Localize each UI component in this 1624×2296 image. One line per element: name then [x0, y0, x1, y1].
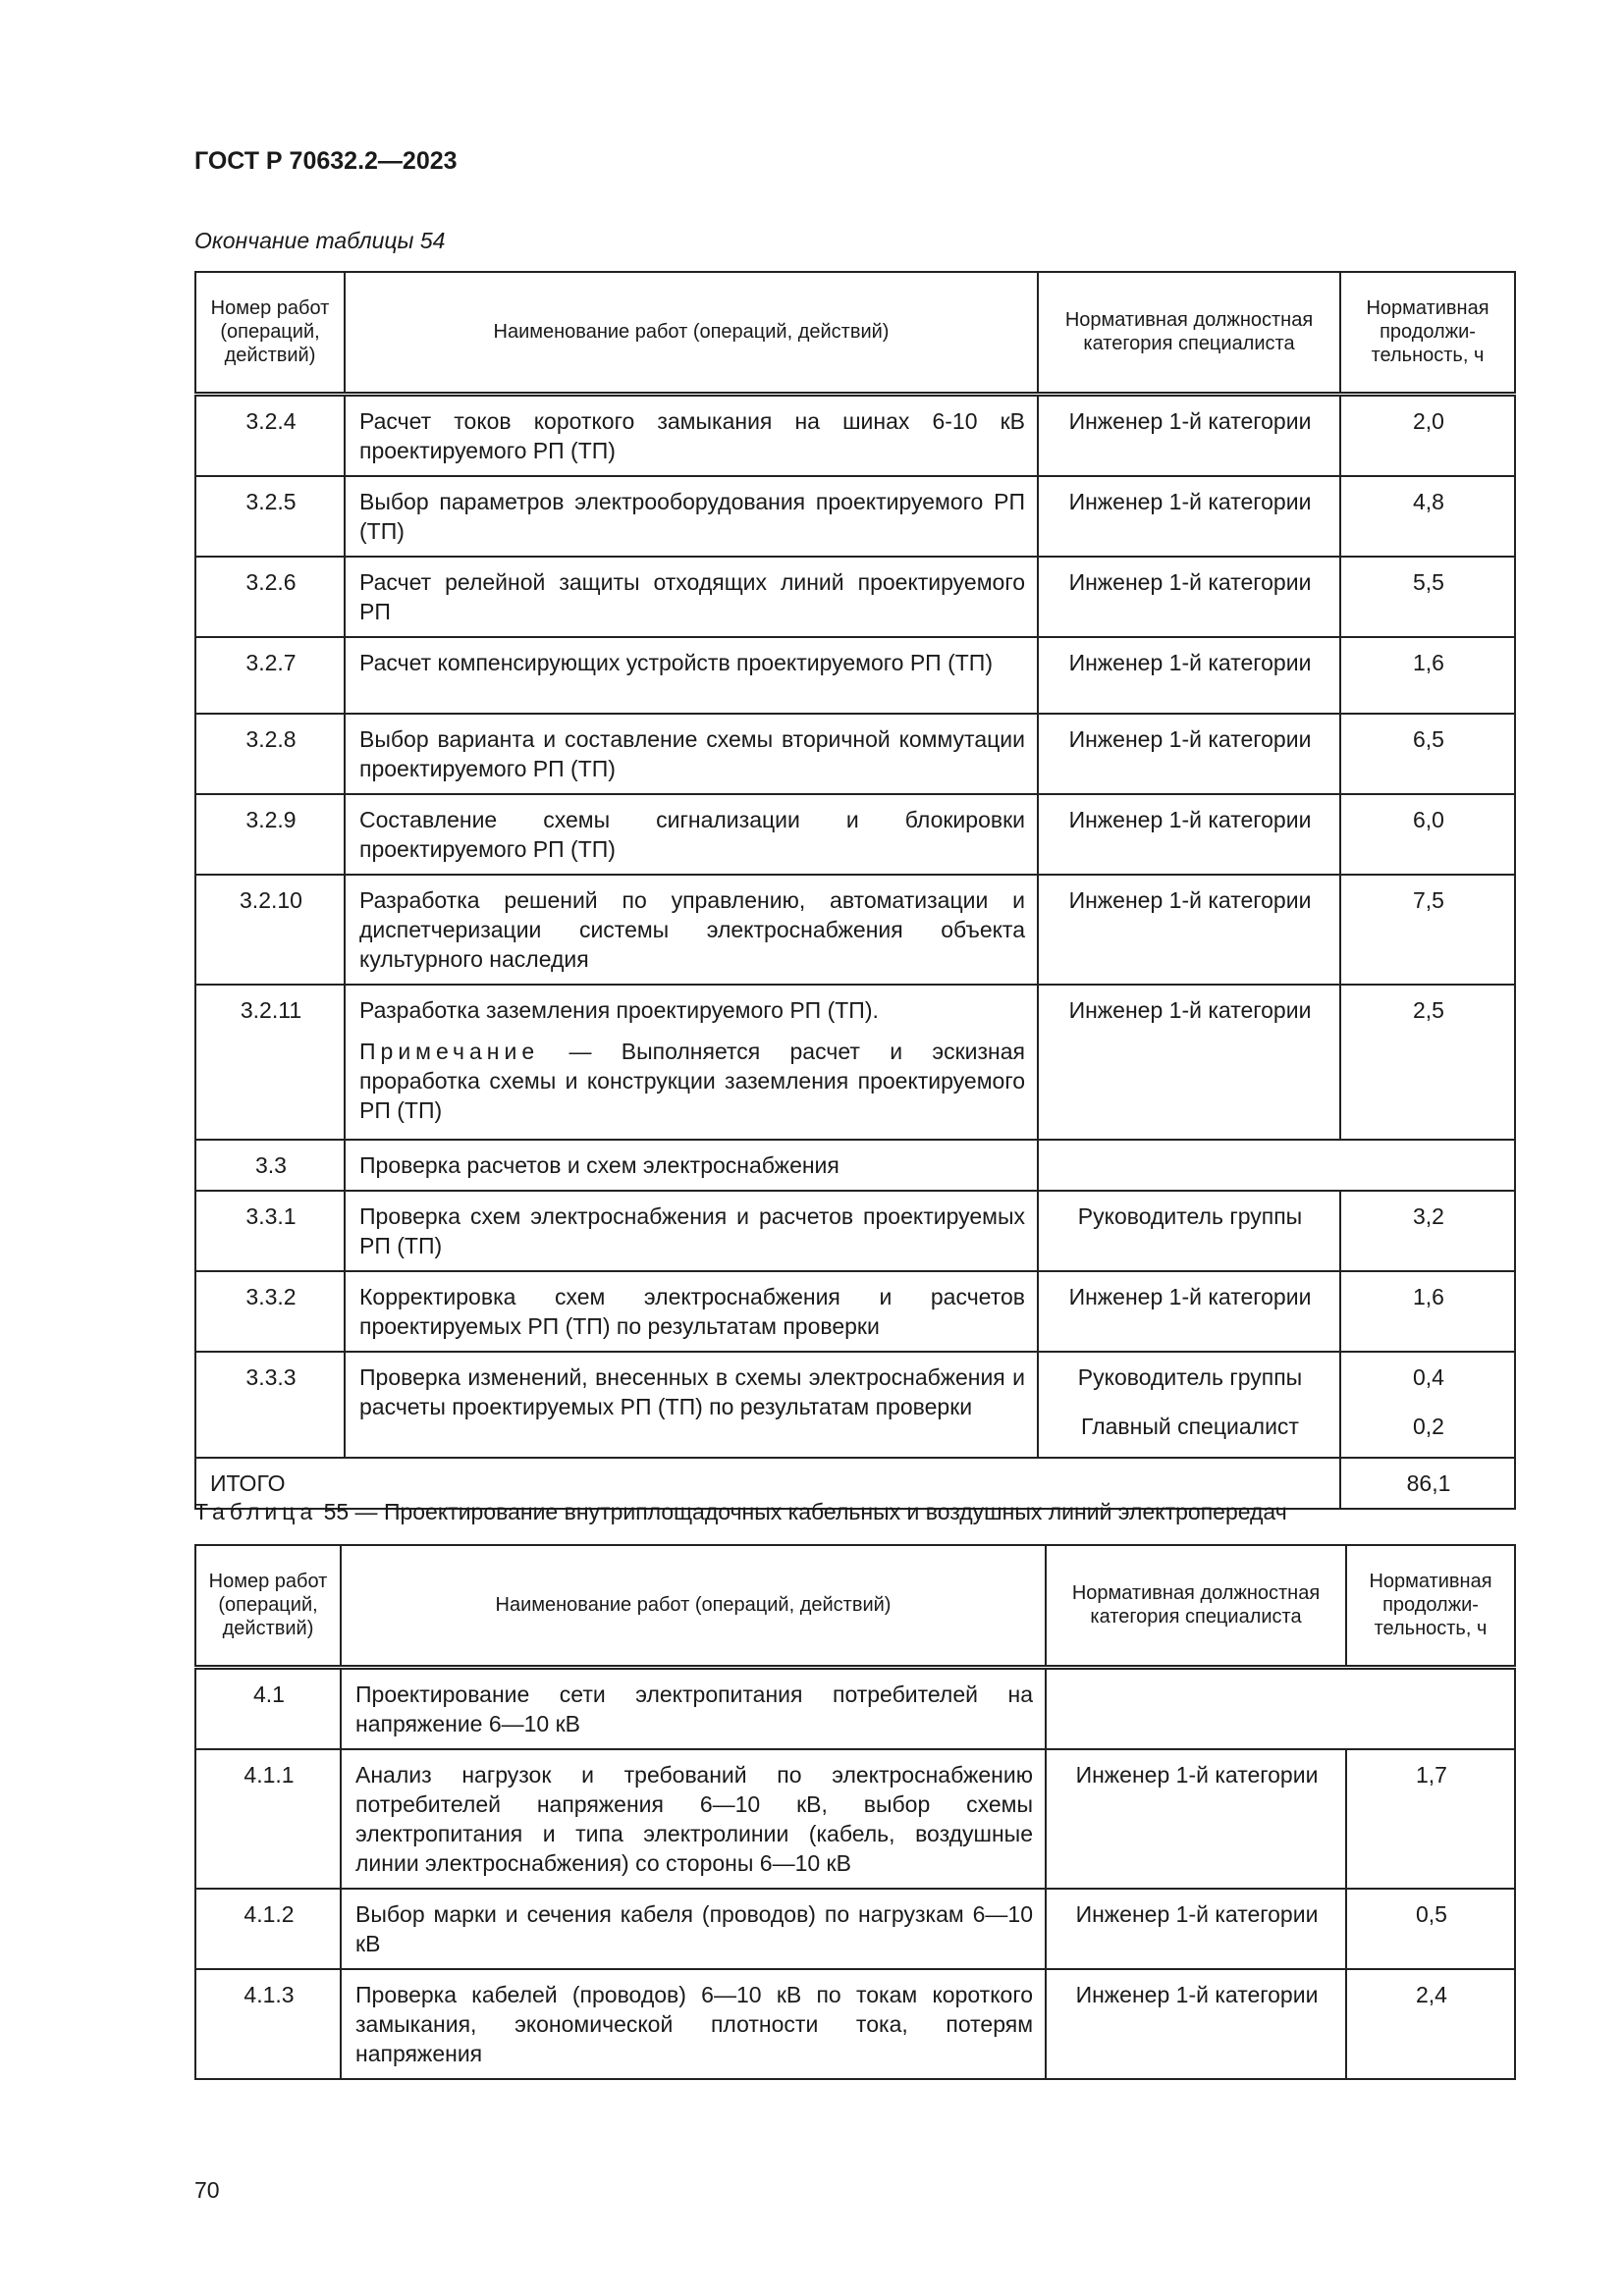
row-description: Проверка изменений, внесенных в схемы электроснабжения и расчеты проектируемых РП (ТП) по результатам проверки — [345, 1352, 1038, 1458]
row-number: 3.2.6 — [195, 557, 345, 637]
row-number: 4.1.3 — [195, 1969, 341, 2079]
row-number: 3.3.3 — [195, 1352, 345, 1458]
table-row-section — [195, 1667, 1515, 1749]
row-duration: 7,5 — [1340, 875, 1515, 985]
row-duration: 5,5 — [1340, 557, 1515, 637]
row-number: 3.2.11 — [195, 985, 345, 1140]
row-description: Расчет токов короткого замыкания на шинах 6-10 кВ проектируемого РП (ТП) — [345, 394, 1038, 476]
table-row — [195, 714, 1515, 794]
row-duration: 1,7 — [1346, 1749, 1515, 1889]
row-description: Проектирование сети электропитания потребителей на напряжение 6—10 кВ — [341, 1667, 1046, 1749]
row-category: Инженер 1-й категории — [1038, 394, 1340, 476]
row-description: Проверка схем электроснабжения и расчетов проектируемых РП (ТП) — [345, 1191, 1038, 1271]
column-header-duration: Нормативная продолжи-тельность, ч — [1346, 1545, 1515, 1667]
note-label: Примечание — [359, 1038, 540, 1064]
row-number: 3.3.1 — [195, 1191, 345, 1271]
row-empty-cell — [1038, 1140, 1515, 1191]
row-number: 3.2.5 — [195, 476, 345, 557]
row-number: 4.1 — [195, 1667, 341, 1749]
row-number: 3.2.9 — [195, 794, 345, 875]
page-number: 70 — [194, 2177, 220, 2203]
column-header-duration: Нормативная продолжи-тельность, ч — [1340, 272, 1515, 394]
row-category — [1038, 1352, 1340, 1458]
row-duration: 6,5 — [1340, 714, 1515, 794]
row-duration: 1,6 — [1340, 637, 1515, 714]
row-number: 4.1.1 — [195, 1749, 341, 1889]
row-duration: 4,8 — [1340, 476, 1515, 557]
row-number: 3.2.10 — [195, 875, 345, 985]
table-row — [195, 1191, 1515, 1271]
row-category: Инженер 1-й категории — [1046, 1889, 1346, 1969]
row-category: Инженер 1-й категории — [1038, 875, 1340, 985]
row-duration: 0,5 — [1346, 1889, 1515, 1969]
row-description: Расчет релейной защиты отходящих линий проектируемого РП — [345, 557, 1038, 637]
row-category: Инженер 1-й категории — [1038, 794, 1340, 875]
table-row — [195, 985, 1515, 1140]
row-number: 3.3.2 — [195, 1271, 345, 1352]
table-54 — [194, 271, 1516, 1510]
column-header-category: Нормативная должностная категория специалиста — [1046, 1545, 1346, 1667]
table-row — [195, 394, 1515, 476]
row-category: Инженер 1-й категории — [1038, 714, 1340, 794]
column-header-name: Наименование работ (операций, действий) — [345, 272, 1038, 394]
row-description: Разработка решений по управлению, автоматизации и диспетчеризации системы электроснабжения объекта культурного наследия — [345, 875, 1038, 985]
row-duration-2: 0,2 — [1413, 1413, 1444, 1439]
row-duration — [1340, 1352, 1515, 1458]
row-duration: 1,6 — [1340, 1271, 1515, 1352]
row-description — [345, 985, 1038, 1140]
row-category: Руководитель группы — [1038, 1191, 1340, 1271]
table-row-section — [195, 1140, 1515, 1191]
column-header-number: Номер работ (операций, действий) — [195, 1545, 341, 1667]
row-description: Выбор параметров электрооборудования проектируемого РП (ТП) — [345, 476, 1038, 557]
table-55 — [194, 1544, 1516, 2080]
table-row — [195, 637, 1515, 714]
row-description-text: Разработка заземления проектируемого РП (ТП). — [359, 996, 879, 1023]
row-duration: 2,5 — [1340, 985, 1515, 1140]
note-text: — Выполняется расчет и эскизная проработка схемы и конструкции заземления проектируемого РП (ТП) — [359, 1038, 1025, 1123]
row-description: Выбор марки и сечения кабеля (проводов) по нагрузкам 6—10 кВ — [341, 1889, 1046, 1969]
row-duration: 2,4 — [1346, 1969, 1515, 2079]
row-number: 3.2.4 — [195, 394, 345, 476]
table-row — [195, 1352, 1515, 1458]
table-54-caption: Окончание таблицы 54 — [194, 228, 446, 253]
row-duration: 3,2 — [1340, 1191, 1515, 1271]
row-duration: 6,0 — [1340, 794, 1515, 875]
column-header-category: Нормативная должностная категория специалиста — [1038, 272, 1340, 394]
table-55-caption-text: 55 — Проектирование внутриплощадочных кабельных и воздушных линий электропередач — [317, 1499, 1287, 1524]
row-duration: 2,0 — [1340, 394, 1515, 476]
table-row — [195, 1969, 1515, 2079]
table-55-caption-label: Таблица — [194, 1499, 318, 1524]
column-header-number: Номер работ (операций, действий) — [195, 272, 345, 394]
row-number: 3.2.7 — [195, 637, 345, 714]
row-description: Анализ нагрузок и требований по электроснабжению потребителей напряжения 6—10 кВ, выбор схемы электропитания и типа электролинии (кабель, воздушные линии электроснабжения) со стороны 6—10 кВ — [341, 1749, 1046, 1889]
column-header-name: Наименование работ (операций, действий) — [341, 1545, 1046, 1667]
table-55-caption — [194, 1499, 1287, 1525]
row-description: Проверка кабелей (проводов) 6—10 кВ по токам короткого замыкания, экономической плотности тока, потерям напряжения — [341, 1969, 1046, 2079]
table-row — [195, 875, 1515, 985]
row-empty-cell — [1046, 1667, 1515, 1749]
row-category: Инженер 1-й категории — [1046, 1969, 1346, 2079]
row-category: Инженер 1-й категории — [1038, 1271, 1340, 1352]
row-category: Инженер 1-й категории — [1038, 985, 1340, 1140]
row-duration-1: 0,4 — [1413, 1363, 1444, 1390]
row-category-1: Руководитель группы — [1077, 1363, 1303, 1390]
row-description: Выбор варианта и составление схемы вторичной коммутации проектируемого РП (ТП) — [345, 714, 1038, 794]
row-category-2: Главный специалист — [1081, 1413, 1299, 1439]
table-row — [195, 1749, 1515, 1889]
row-number: 3.2.8 — [195, 714, 345, 794]
row-category: Инженер 1-й категории — [1038, 637, 1340, 714]
row-number: 4.1.2 — [195, 1889, 341, 1969]
row-note — [359, 1037, 1025, 1125]
row-description: Расчет компенсирующих устройств проектируемого РП (ТП) — [345, 637, 1038, 714]
row-category: Инженер 1-й категории — [1038, 557, 1340, 637]
table-row — [195, 1889, 1515, 1969]
row-category: Инженер 1-й категории — [1046, 1749, 1346, 1889]
row-description: Корректировка схем электроснабжения и расчетов проектируемых РП (ТП) по результатам проверки — [345, 1271, 1038, 1352]
row-description: Проверка расчетов и схем электроснабжения — [345, 1140, 1038, 1191]
row-description: Составление схемы сигнализации и блокировки проектируемого РП (ТП) — [345, 794, 1038, 875]
document-header: ГОСТ Р 70632.2—2023 — [194, 147, 458, 175]
table-row — [195, 557, 1515, 637]
table-row — [195, 794, 1515, 875]
table-row — [195, 476, 1515, 557]
total-label: ИТОГО — [195, 1458, 1340, 1509]
row-category: Инженер 1-й категории — [1038, 476, 1340, 557]
total-value: 86,1 — [1340, 1458, 1515, 1509]
row-number: 3.3 — [195, 1140, 345, 1191]
table-row — [195, 1271, 1515, 1352]
